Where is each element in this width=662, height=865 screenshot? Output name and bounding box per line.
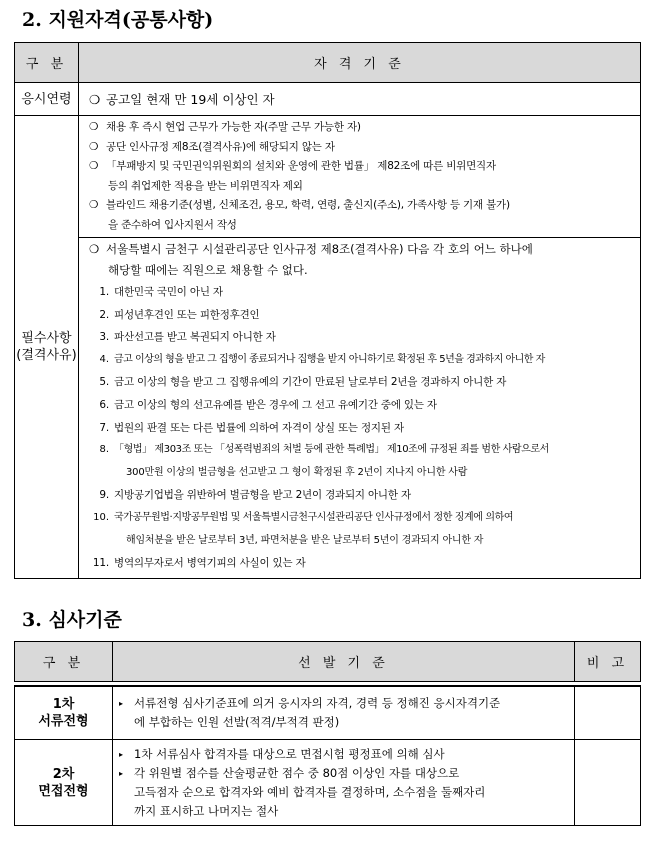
- required-label: [15, 116, 79, 579]
- list-item: [89, 157, 640, 177]
- disqualification-intro: [89, 239, 640, 260]
- list-item: [119, 694, 568, 713]
- screening-header-row: [15, 642, 641, 682]
- item-text: 채용 후 즉시 현업 근무가 가능한 자(주말 근무 가능한 자): [106, 121, 361, 133]
- item-number: 8.: [99, 444, 109, 456]
- disqualification-intro-continuation: 해당할 때에는 직원으로 채용할 수 없다.: [108, 263, 308, 277]
- stage-note: [575, 686, 641, 740]
- disqualification-row: [15, 238, 641, 579]
- item-number: 7.: [99, 421, 109, 434]
- stage-label-line: 2차: [52, 766, 75, 782]
- age-criteria: [79, 83, 641, 116]
- list-item: [89, 552, 640, 575]
- table-row: [15, 740, 641, 826]
- item-text: 「부패방지 및 국민권익위원회의 설치와 운영에 관한 법률」 제82조에 따른 비위면직자: [106, 160, 496, 172]
- item-text: 국가공무원법·지방공무원법 및 서울특별시금천구시설관리공단 인사규정에서 정한 징계에 의하여: [114, 511, 514, 523]
- item-text: 금고 이상의 형의 선고유예를 받은 경우에 그 선고 유예기간 중에 있는 자: [114, 398, 437, 411]
- item-text: 각 위원별 점수를 산술평균한 점수 중 80점 이상인 자를 대상으로: [134, 765, 460, 780]
- item-text: 파산선고를 받고 복권되지 아니한 자: [114, 331, 276, 344]
- triangle-bullet-icon: ▸: [119, 698, 124, 708]
- triangle-bullet-icon: ▸: [119, 768, 124, 778]
- list-item-continuation: 해임처분을 받은 날로부터 3년, 파면처분을 받은 날로부터 5년이 경과되지 아니한 자: [126, 534, 484, 546]
- item-text: 대한민국 국민이 아닌 자: [114, 286, 223, 298]
- section2-title: 2. 지원자격(공통사항): [22, 9, 214, 31]
- common-criteria-cell: [79, 116, 641, 238]
- list-item-continuation: 을 준수하여 입사지원서 작성: [108, 218, 237, 231]
- header-category: 구 분: [15, 43, 79, 83]
- list-item: [119, 745, 568, 764]
- item-text: 공단 인사규정 제8조(결격사유)에 해당되지 않는 자: [106, 140, 335, 153]
- header-criteria: 자 격 기 준: [79, 43, 641, 83]
- list-item: [89, 394, 640, 417]
- stage-label-line: 서류전형: [38, 713, 89, 729]
- triangle-bullet-icon: ▸: [119, 749, 124, 759]
- list-item: [89, 349, 640, 372]
- item-number: 6.: [99, 398, 109, 411]
- item-number: 2.: [99, 308, 109, 321]
- item-number: 5.: [99, 376, 109, 389]
- list-item-continuation: 에 부합하는 인원 선발(적격/부적격 판정): [134, 714, 340, 729]
- age-text: 공고일 현재 만 19세 이상인 자: [106, 92, 275, 107]
- screening-table: [14, 641, 641, 826]
- list-item: [89, 281, 640, 304]
- item-text: 금고 이상의 형을 받고 그 집행이 종료되거나 집행을 받지 아니하기로 확정된 후 5년을 경과하지 아니한 자: [114, 353, 545, 365]
- list-item-continuation: 고득점자 순으로 합격자와 예비 합격자를 결정하며, 소수점을 둘째자리: [134, 784, 486, 799]
- list-item: [89, 326, 640, 349]
- header-category: 구 분: [15, 642, 113, 682]
- circle-bullet-icon: ❍: [89, 199, 99, 211]
- circle-bullet-icon: ❍: [89, 121, 99, 133]
- item-number: 9.: [99, 489, 109, 502]
- stage-criteria: [113, 740, 575, 826]
- item-number: 1.: [99, 286, 109, 298]
- age-row: [15, 83, 641, 116]
- list-item: [89, 439, 640, 462]
- eligibility-table: [14, 42, 641, 579]
- disqualification-cell: [79, 238, 641, 579]
- required-row: [15, 116, 641, 238]
- list-item-continuation: 까지 표시하고 나머지는 절사: [134, 803, 279, 818]
- list-item: [89, 507, 640, 530]
- header-selection-criteria: 선 발 기 준: [113, 642, 575, 682]
- list-item: [89, 196, 640, 216]
- stage-criteria: [113, 686, 575, 740]
- stage-note: [575, 740, 641, 826]
- required-label-line: 필수사항: [21, 330, 72, 346]
- item-text: 서류전형 심사기준표에 의거 응시자의 자격, 경력 등 정해진 응시자격기준: [134, 695, 501, 710]
- required-label-line: (결격사유): [16, 347, 77, 363]
- item-text: 블라인드 채용기준(성별, 신체조건, 용모, 학력, 연령, 출신지(주소), 가족사항 등 기재 불가): [106, 199, 510, 211]
- list-item: [89, 371, 640, 394]
- stage-label: [15, 686, 113, 740]
- circle-bullet-icon: ❍: [89, 160, 99, 172]
- item-number: 10.: [93, 511, 109, 523]
- stage-label: [15, 740, 113, 826]
- item-text: 1차 서류심사 합격자를 대상으로 면접시험 평정표에 의해 심사: [134, 746, 445, 761]
- item-text: 병역의무자로서 병역기피의 사실이 있는 자: [114, 557, 306, 570]
- item-text: 「형법」 제303조 또는 「성폭력범죄의 처벌 등에 관한 특례법」 제10조에 규정된 죄를 범한 사람으로서: [114, 444, 549, 456]
- list-item: [89, 118, 640, 138]
- table-row: [15, 686, 641, 740]
- stage-label-line: 1차: [52, 696, 75, 712]
- header-remarks: 비 고: [575, 642, 641, 682]
- eligibility-header-row: [15, 43, 641, 83]
- section3-title: 3. 심사기준: [22, 609, 122, 631]
- item-text: 법원의 판결 또는 다른 법률에 의하여 자격이 상실 또는 정지된 자: [114, 421, 404, 434]
- item-number: 4.: [99, 353, 109, 365]
- list-item-continuation: 300만원 이상의 벌금형을 선고받고 그 형이 확정된 후 2년이 지나지 아니한 사람: [126, 466, 468, 478]
- item-text: 피성년후견인 또는 피한정후견인: [114, 308, 260, 321]
- list-item: [89, 417, 640, 440]
- list-item: [89, 138, 640, 158]
- list-item-continuation: 등의 취업제한 적용을 받는 비위면직자 제외: [108, 179, 303, 192]
- circle-bullet-icon: ❍: [89, 140, 99, 153]
- circle-bullet-icon: ❍: [89, 242, 100, 256]
- stage-label-line: 면접전형: [38, 783, 89, 799]
- circle-bullet-icon: ❍: [89, 92, 101, 107]
- list-item: [89, 484, 640, 507]
- list-item: [89, 304, 640, 327]
- item-text: 금고 이상의 형을 받고 그 집행유예의 기간이 만료된 날로부터 2년을 경과하지 아니한 자: [114, 376, 507, 389]
- item-text: 서울특별시 금천구 시설관리공단 인사규정 제8조(결격사유) 다음 각 호의 어느 하나에: [106, 242, 533, 256]
- age-label: 응시연령: [15, 83, 79, 116]
- item-text: 지방공기업법을 위반하여 벌금형을 받고 2년이 경과되지 아니한 자: [114, 489, 411, 502]
- list-item: [119, 764, 568, 783]
- item-number: 11.: [92, 557, 109, 570]
- item-number: 3.: [99, 331, 109, 344]
